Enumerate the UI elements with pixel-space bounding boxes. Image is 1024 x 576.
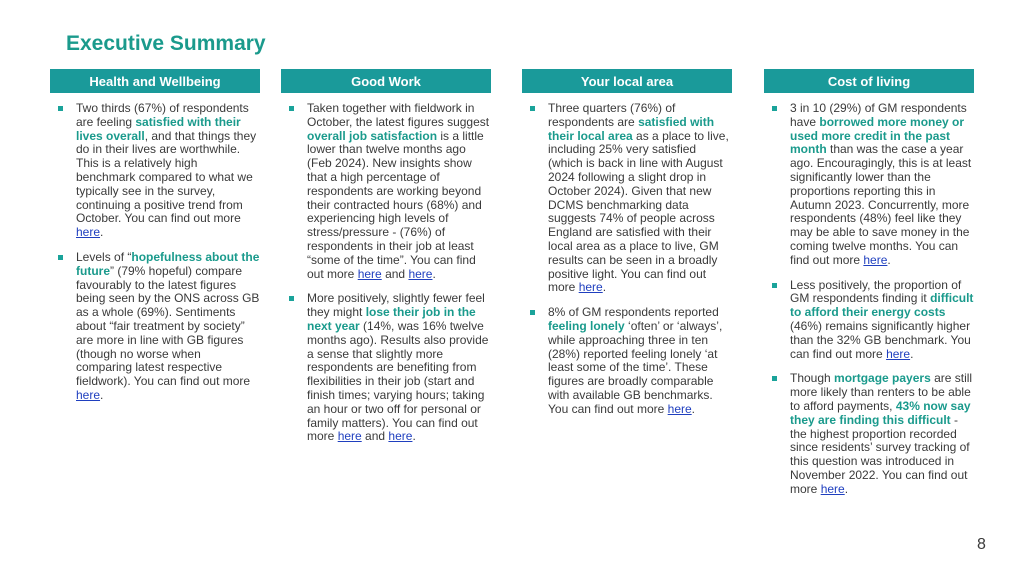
list-item: 8% of GM respondents reported feeling lonely ‘often’ or ‘always’, while approaching three in ten (28%) reported feeling lonely ‘at least some of the time’. These figures are broadly comparable with available GB benchmarks. You can find out more here. <box>522 306 732 416</box>
here-link[interactable]: here <box>863 252 888 267</box>
list-item: Taken together with fieldwork in October, the latest figures suggest overall job satisfaction is a little lower than twelve months ago (Feb 2024). New insights show that a high percentage of respondents are working beyond their contracted hours (68%) and experiencing high levels of stress/pressure - (76%) of respondents in their job at least “some of the time”. You can find out more here and here. <box>281 102 491 281</box>
column-good-work <box>281 69 491 455</box>
bullet-list <box>281 102 491 444</box>
highlight-text: difficult to afford their energy costs <box>790 291 974 320</box>
highlight-text: overall job satisfaction <box>307 128 438 143</box>
here-link[interactable]: here <box>357 266 382 281</box>
bullet-list <box>50 102 260 403</box>
bullet-list <box>522 102 732 417</box>
column-cost-of-living <box>764 69 974 508</box>
highlight-text: satisfied with their lives overall <box>76 114 241 143</box>
list-item: Though mortgage payers are still more likely than renters to be able to afford payments, 43% now say they are finding this difficult - the highest proportion recorded since residents’ survey tracking of this question was introduced in November 2022. You can find out more here. <box>764 372 974 496</box>
square-bullet-icon <box>772 376 777 381</box>
list-item: 3 in 10 (29%) of GM respondents have borrowed more money or used more credit in the past month than was the case a year ago. Encouragingly, this is at least significantly lower than the proportions reporting this in Autumn 2023. Concurrently, more respondents (48%) feel like they may be able to save money in the coming twelve months. You can find out more here. <box>764 102 974 268</box>
square-bullet-icon <box>772 106 777 111</box>
here-link[interactable]: here <box>76 225 101 240</box>
highlight-text: lose their job in the next year <box>307 305 476 333</box>
list-item: More positively, slightly fewer feel they might lose their job in the next year (14%, was 16% twelve months ago). Results also provide a sense that slightly more respondents are benefiting from flexibilities in their job (start and finish times; varying hours; taking an hour or two off for personal or family matters). You can find out more here and here. <box>281 292 491 444</box>
here-link[interactable]: here <box>820 481 845 496</box>
page-number: 8 <box>977 536 986 553</box>
page-title: Executive Summary <box>66 32 266 55</box>
square-bullet-icon <box>58 255 63 260</box>
column-header: Health and Wellbeing <box>50 69 260 93</box>
square-bullet-icon <box>772 283 777 288</box>
list-item: Less positively, the proportion of GM respondents finding it difficult to afford their energy costs (46%) remains significantly higher than the 32% GB benchmark. You can find out more here. <box>764 279 974 362</box>
square-bullet-icon <box>289 296 294 301</box>
here-link[interactable]: here <box>408 266 433 281</box>
here-link[interactable]: here <box>388 429 413 444</box>
here-link[interactable]: here <box>886 346 911 361</box>
highlight-text: feeling lonely <box>548 318 625 333</box>
square-bullet-icon <box>289 106 294 111</box>
square-bullet-icon <box>58 106 63 111</box>
column-header: Cost of living <box>764 69 974 93</box>
here-link[interactable]: here <box>578 280 603 295</box>
column-header: Good Work <box>281 69 491 93</box>
highlight-text: borrowed more money or used more credit in the past month <box>790 114 965 157</box>
list-item: Two thirds (67%) of respondents are feeling satisfied with their lives overall, and that things they do in their lives are worthwhile. This is a relatively high benchmark compared to what we typically see in the survey, continuing a positive trend from October. You can find out more here. <box>50 102 260 240</box>
highlight-text: mortgage payers <box>834 371 931 386</box>
highlight-text: hopefulness about the future <box>76 249 260 278</box>
column-header: Your local area <box>522 69 732 93</box>
square-bullet-icon <box>530 310 535 315</box>
here-link[interactable]: here <box>667 401 692 416</box>
column-health-and-wellbeing <box>50 69 260 414</box>
here-link[interactable]: here <box>337 429 362 444</box>
square-bullet-icon <box>530 106 535 111</box>
list-item: Levels of “hopefulness about the future” (79% hopeful) compare favourably to the latest figures being seen by the ONS across GB as a whole (69%). Sentiments about “fair treatment by society” are more in line with GB figures (though no worse when comparing latest respective fieldwork). You can find out more here. <box>50 251 260 403</box>
list-item: Three quarters (76%) of respondents are satisfied with their local area as a place to live, including 25% very satisfied (which is back in line with August 2024 following a slight drop in October 2024). Given that new DCMS benchmarking data suggests 74% of people across England are satisfied with their local area as a place to live, GM results can be seen in a broadly positive light. You can find out more here. <box>522 102 732 295</box>
highlight-text: satisfied with their local area <box>548 114 715 143</box>
here-link[interactable]: here <box>76 387 101 402</box>
bullet-list <box>764 102 974 497</box>
column-your-local-area <box>522 69 732 428</box>
highlight-text: 43% now say they are finding this difficult <box>790 398 971 427</box>
